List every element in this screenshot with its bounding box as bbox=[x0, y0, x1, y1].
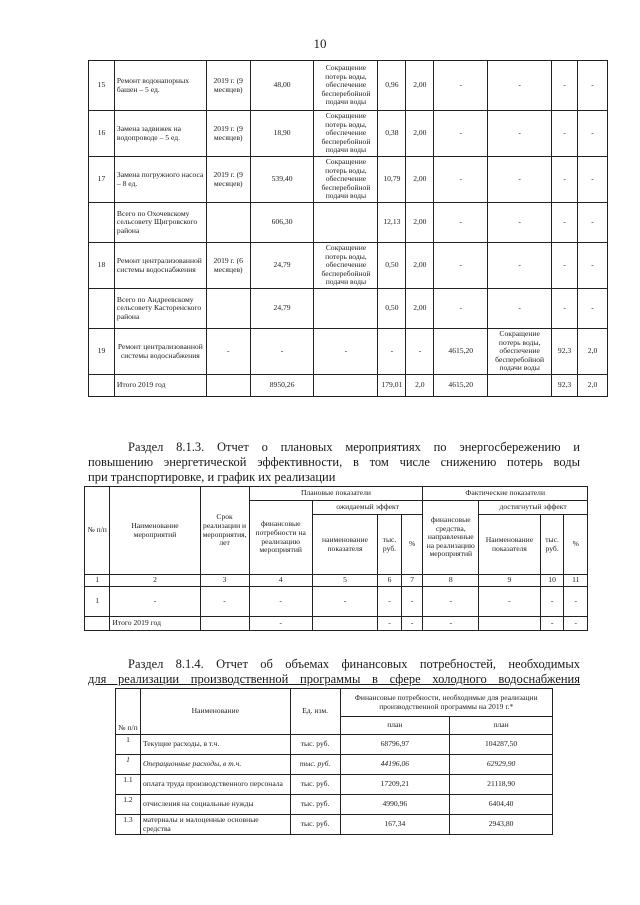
cell-effect: Сокращение потерь воды, обеспечение бесперебойной подачи воды bbox=[314, 243, 378, 289]
table-row bbox=[89, 203, 608, 243]
table-cell bbox=[479, 616, 541, 630]
cell-term: 2019 г. (9 месяцев) bbox=[206, 157, 250, 203]
cell-fact-effect: - bbox=[488, 111, 552, 157]
table-cell bbox=[200, 616, 249, 630]
cell-fact-val: - bbox=[552, 157, 578, 203]
cell-fin: 606,30 bbox=[250, 203, 314, 243]
cell-name: Замена задвижек на водопроводе – 5 ед. bbox=[114, 111, 206, 157]
cell-fact-val: 92,3 bbox=[552, 375, 578, 397]
section-8-1-4-line1: Раздел 8.1.4. Отчет об объемах финансовых потребностей, необходимых bbox=[128, 657, 580, 671]
cell-effect: Сокращение потерь воды, обеспечение бесперебойной подачи воды bbox=[314, 61, 378, 111]
cell-fact-fin: 4615,20 bbox=[434, 375, 488, 397]
cell-fact-effect bbox=[488, 375, 552, 397]
cell-pct: - bbox=[406, 329, 434, 375]
cell-pct: 2,00 bbox=[406, 289, 434, 329]
t3-h-plan1: план bbox=[340, 717, 450, 735]
table-row bbox=[116, 735, 553, 755]
cell-name: Замена погружного насоса – 8 ед. bbox=[114, 157, 206, 203]
table-cell: - bbox=[378, 616, 402, 630]
t2-h-ind2: Наименование показателя bbox=[479, 515, 541, 575]
cell-fact-pct: - bbox=[578, 243, 608, 289]
t2-column-numbers bbox=[85, 575, 588, 587]
column-number: 9 bbox=[479, 575, 541, 587]
table-row bbox=[85, 586, 588, 616]
cell-num bbox=[89, 375, 115, 397]
table-cell bbox=[312, 616, 377, 630]
cell-val: 0,96 bbox=[378, 61, 406, 111]
cell-val: 10,79 bbox=[378, 157, 406, 203]
cell-value-1: 4990,96 bbox=[340, 795, 450, 815]
cell-value-2: 21118,90 bbox=[450, 775, 553, 795]
column-number: 5 bbox=[312, 575, 377, 587]
table-cell: - bbox=[378, 586, 402, 616]
cell-effect: Сокращение потерь воды, обеспечение бесперебойной подачи воды bbox=[314, 157, 378, 203]
cell-num: 16 bbox=[89, 111, 115, 157]
cell-fin: 18,90 bbox=[250, 111, 314, 157]
cell-val: - bbox=[378, 329, 406, 375]
section-8-1-3-line3: при транспортировке, и график их реализации bbox=[88, 470, 336, 484]
table-row bbox=[89, 243, 608, 289]
cell-name: Операционные расходы, в т.ч. bbox=[140, 755, 290, 775]
cell-fact-fin: - bbox=[434, 243, 488, 289]
t2-h-rub1: тыс. руб. bbox=[378, 515, 402, 575]
section-8-1-3-line1: Раздел 8.1.3. Отчет о плановых мероприятиях по энергосбережению и bbox=[128, 440, 580, 454]
t3-h-fin: Финансовые потребности, необходимые для реализации производственной программы на 2019 г.* bbox=[340, 689, 553, 717]
table-row bbox=[116, 775, 553, 795]
cell-fin: 8950,26 bbox=[250, 375, 314, 397]
cell-fin: - bbox=[250, 329, 314, 375]
cell-unit: тыс. руб. bbox=[290, 735, 340, 755]
table-row bbox=[116, 755, 553, 775]
column-number: 2 bbox=[110, 575, 200, 587]
column-number: 6 bbox=[378, 575, 402, 587]
cell-name: Текущие расходы, в т.ч. bbox=[140, 735, 290, 755]
t2-h-fact: Фактические показатели bbox=[423, 487, 588, 501]
cell-fact-val: - bbox=[552, 203, 578, 243]
cell-name: Всего по Андреевскому сельсовету Касторенского района bbox=[114, 289, 206, 329]
t2-h-name: Наименование мероприятий bbox=[110, 487, 200, 575]
cell-fact-pct: - bbox=[578, 111, 608, 157]
cell-term: 2019 г. (6 месяцев) bbox=[206, 243, 250, 289]
table-row bbox=[89, 329, 608, 375]
cell-effect bbox=[314, 203, 378, 243]
t2-h-fin-plan: финансовые потребности на реализацию мероприятий bbox=[249, 501, 312, 575]
t2-h-fin-fact: финансовые средства, направленные на реализацию мероприятий bbox=[423, 501, 479, 575]
section-8-1-3-heading bbox=[88, 440, 580, 485]
table-cell: - bbox=[312, 586, 377, 616]
cell-fact-fin: - bbox=[434, 157, 488, 203]
cell-name: Итого 2019 год bbox=[114, 375, 206, 397]
cell-unit: тыс. руб. bbox=[290, 795, 340, 815]
t2-h-exp: ожидаемый эффект bbox=[312, 501, 423, 515]
cell-term bbox=[206, 375, 250, 397]
cell-fact-effect: - bbox=[488, 203, 552, 243]
column-number: 10 bbox=[540, 575, 564, 587]
cell-fact-pct: - bbox=[578, 289, 608, 329]
cell-unit: тыс. руб. bbox=[290, 815, 340, 835]
cell-num: 1.3 bbox=[116, 815, 141, 835]
cell-term bbox=[206, 203, 250, 243]
cell-fact-effect: Сокращение потерь воды, обеспечение бесперебойной подачи воды bbox=[488, 329, 552, 375]
cell-num: 1 bbox=[116, 735, 141, 755]
table-cell: - bbox=[401, 616, 423, 630]
table-row bbox=[116, 795, 553, 815]
table-cell: - bbox=[540, 586, 564, 616]
cell-fact-pct: 2,0 bbox=[578, 329, 608, 375]
cell-pct: 2,00 bbox=[406, 243, 434, 289]
cell-name: Всего по Охочевскому сельсовету Щигровского района bbox=[114, 203, 206, 243]
t2-h-pct2: % bbox=[564, 515, 588, 575]
cell-term: 2019 г. (9 месяцев) bbox=[206, 61, 250, 111]
table-cell: 1 bbox=[85, 586, 110, 616]
cell-fact-effect: - bbox=[488, 157, 552, 203]
table-row bbox=[89, 111, 608, 157]
cell-fact-val: - bbox=[552, 61, 578, 111]
cell-pct: 2,00 bbox=[406, 61, 434, 111]
table-cell: - bbox=[401, 586, 423, 616]
cell-name: Ремонт централизованной системы водоснабжения bbox=[114, 329, 206, 375]
t3-h-name: Наименование bbox=[140, 689, 290, 735]
cell-name: Ремонт централизованной системы водоснабжения bbox=[114, 243, 206, 289]
table-cell: - bbox=[249, 616, 312, 630]
cell-num bbox=[89, 289, 115, 329]
cell-val: 179,01 bbox=[378, 375, 406, 397]
cell-val: 0,38 bbox=[378, 111, 406, 157]
cell-fact-fin: - bbox=[434, 289, 488, 329]
table-cell: - bbox=[249, 586, 312, 616]
cell-fact-val: 92,3 bbox=[552, 329, 578, 375]
page-number: 10 bbox=[313, 36, 327, 51]
section-8-1-3-line2: повышению энергетической эффективности, в том числе снижению потерь воды bbox=[88, 455, 580, 469]
table-cell bbox=[85, 616, 110, 630]
cell-val: 0,50 bbox=[378, 289, 406, 329]
column-number: 3 bbox=[200, 575, 249, 587]
cell-value-2: 62929,90 bbox=[450, 755, 553, 775]
cell-unit: тыс. руб. bbox=[290, 755, 340, 775]
cell-term: 2019 г. (9 месяцев) bbox=[206, 111, 250, 157]
table-row bbox=[116, 815, 553, 835]
table-cell: - bbox=[540, 616, 564, 630]
cell-num: 1.1 bbox=[116, 775, 141, 795]
cell-fact-val: - bbox=[552, 289, 578, 329]
measures-table bbox=[88, 60, 608, 397]
cell-fact-val: - bbox=[552, 111, 578, 157]
table-cell: - bbox=[564, 586, 588, 616]
cell-num: 18 bbox=[89, 243, 115, 289]
cell-pct: 2,00 bbox=[406, 203, 434, 243]
cell-pct: 2,0 bbox=[406, 375, 434, 397]
cell-fact-pct: - bbox=[578, 61, 608, 111]
t2-h-ach: достигнутый эффект bbox=[479, 501, 588, 515]
t2-h-pct1: % bbox=[401, 515, 423, 575]
cell-num bbox=[89, 203, 115, 243]
cell-value-1: 44196,06 bbox=[340, 755, 450, 775]
column-number: 11 bbox=[564, 575, 588, 587]
table-row-total bbox=[85, 616, 588, 630]
column-number: 1 bbox=[85, 575, 110, 587]
cell-fin: 24,79 bbox=[250, 289, 314, 329]
cell-fact-pct: 2,0 bbox=[578, 375, 608, 397]
cell-value-1: 17209,21 bbox=[340, 775, 450, 795]
table-cell: - bbox=[479, 586, 541, 616]
table-row bbox=[89, 375, 608, 397]
column-number: 7 bbox=[401, 575, 423, 587]
cell-pct: 2,00 bbox=[406, 111, 434, 157]
section-8-1-4-heading bbox=[88, 657, 580, 687]
section-8-1-4-line2: для реализации производственной программы в сфере холодного водоснабжения bbox=[88, 672, 580, 686]
cell-num: 17 bbox=[89, 157, 115, 203]
cell-fact-fin: - bbox=[434, 203, 488, 243]
t2-h-num: № п/п bbox=[85, 487, 110, 575]
cell-val: 12,13 bbox=[378, 203, 406, 243]
cell-fact-effect: - bbox=[488, 289, 552, 329]
cell-term: - bbox=[206, 329, 250, 375]
cell-fact-fin: 4615,20 bbox=[434, 329, 488, 375]
financial-needs-table bbox=[115, 688, 553, 835]
cell-fact-fin: - bbox=[434, 61, 488, 111]
column-number: 4 bbox=[249, 575, 312, 587]
table-row bbox=[89, 289, 608, 329]
table-cell: - bbox=[200, 586, 249, 616]
table-row bbox=[89, 61, 608, 111]
table-row bbox=[89, 157, 608, 203]
t3-h-plan2: план bbox=[450, 717, 553, 735]
table-cell: Итого 2019 год bbox=[110, 616, 200, 630]
cell-fin: 48,00 bbox=[250, 61, 314, 111]
cell-num: 15 bbox=[89, 61, 115, 111]
table-cell: - bbox=[423, 586, 479, 616]
cell-effect bbox=[314, 289, 378, 329]
cell-fact-effect: - bbox=[488, 243, 552, 289]
cell-value-1: 167,34 bbox=[340, 815, 450, 835]
cell-value-2: 6404,40 bbox=[450, 795, 553, 815]
cell-effect: Сокращение потерь воды, обеспечение бесперебойной подачи воды bbox=[314, 111, 378, 157]
cell-pct: 2,00 bbox=[406, 157, 434, 203]
t2-h-term: Срок реализации и мероприятия, лет bbox=[200, 487, 249, 575]
table-cell: - bbox=[110, 586, 200, 616]
cell-fact-fin: - bbox=[434, 111, 488, 157]
energy-plan-table bbox=[84, 486, 588, 631]
cell-effect bbox=[314, 375, 378, 397]
t2-h-rub2: тыс. руб. bbox=[540, 515, 564, 575]
column-number: 8 bbox=[423, 575, 479, 587]
cell-value-2: 2943,80 bbox=[450, 815, 553, 835]
cell-name: Ремонт водонапорных башен – 5 ед. bbox=[114, 61, 206, 111]
cell-fact-effect: - bbox=[488, 61, 552, 111]
cell-name: материалы и малоценные основные средства bbox=[140, 815, 290, 835]
cell-value-2: 104287,50 bbox=[450, 735, 553, 755]
cell-fact-val: - bbox=[552, 243, 578, 289]
cell-value-1: 68796,97 bbox=[340, 735, 450, 755]
cell-unit: тыс. руб. bbox=[290, 775, 340, 795]
table-cell: - bbox=[423, 616, 479, 630]
cell-val: 0,50 bbox=[378, 243, 406, 289]
cell-fact-pct: - bbox=[578, 203, 608, 243]
cell-num: 19 bbox=[89, 329, 115, 375]
cell-effect: - bbox=[314, 329, 378, 375]
cell-fact-pct: - bbox=[578, 157, 608, 203]
cell-fin: 539,40 bbox=[250, 157, 314, 203]
cell-name: оплата труда производственного персонала bbox=[140, 775, 290, 795]
cell-num: 1.2 bbox=[116, 795, 141, 815]
table-cell: - bbox=[564, 616, 588, 630]
cell-num: 1 bbox=[116, 755, 141, 775]
t3-h-unit: Ед. изм. bbox=[290, 689, 340, 735]
cell-term bbox=[206, 289, 250, 329]
t3-h-num: № п/п bbox=[116, 689, 141, 735]
t2-h-ind1: наименование показателя bbox=[312, 515, 377, 575]
cell-name: отчисления на социальные нужды bbox=[140, 795, 290, 815]
cell-fin: 24,79 bbox=[250, 243, 314, 289]
t2-h-plan: Плановые показатели bbox=[249, 487, 423, 501]
